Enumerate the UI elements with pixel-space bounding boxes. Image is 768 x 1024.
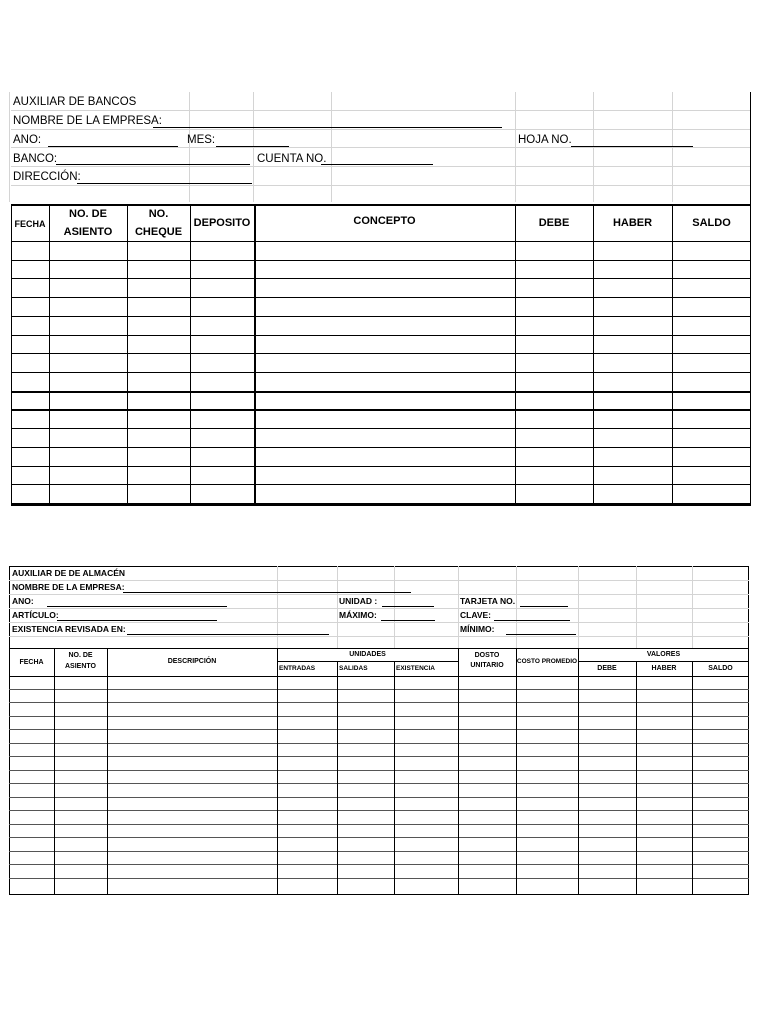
table-row-line: [9, 756, 749, 757]
header-asiento-1: NO. DE: [68, 652, 93, 659]
table-row-line: [9, 837, 749, 838]
form-top-border: [9, 566, 749, 567]
table-row-line: [9, 729, 749, 730]
table-bottom-border: [11, 503, 751, 506]
ano-field[interactable]: [48, 146, 178, 147]
grid-line: [9, 580, 749, 581]
header-cheque-1: NO.: [148, 208, 169, 220]
mes-label: MES:: [187, 134, 216, 146]
header-deposito: DEPOSITO: [193, 217, 251, 229]
header-cheque-2: CHEQUE: [134, 226, 183, 238]
maximo-label: MÁXIMO:: [339, 610, 377, 620]
header-costo-unitario-2: UNITARIO: [470, 662, 504, 669]
table-row-line: [11, 447, 751, 448]
table-col-line: [672, 204, 673, 504]
form-title: AUXILIAR DE BANCOS: [13, 96, 137, 108]
table-row-line: [11, 260, 751, 261]
table-col-line: [394, 661, 395, 895]
table-row-line: [9, 864, 749, 865]
bancos-form: [11, 92, 751, 506]
grid-line: [11, 110, 751, 111]
header-haber: HABER: [612, 217, 653, 229]
tarjeta-label: TARJETA NO.: [460, 596, 516, 606]
existencia-field[interactable]: [127, 634, 329, 635]
empresa-label: NOMBRE DE LA EMPRESA:: [12, 582, 125, 592]
header-unidades: UNIDADES: [349, 651, 386, 658]
hoja-field[interactable]: [571, 146, 693, 147]
table-row-line: [9, 851, 749, 852]
table-col-line: [337, 661, 338, 895]
header-saldo: SALDO: [692, 217, 731, 229]
empresa-field[interactable]: [123, 592, 411, 593]
articulo-label: ARTÍCULO:: [12, 610, 59, 620]
header-debe: DEBE: [597, 665, 617, 672]
table-row-line: [11, 278, 751, 279]
table-row-line: [11, 372, 751, 373]
clave-field[interactable]: [494, 620, 570, 621]
table-col-line: [458, 648, 459, 895]
grid-line: [11, 147, 751, 148]
table-row-line: [11, 466, 751, 467]
table-header-border: [9, 676, 749, 677]
table-col-line: [54, 648, 55, 895]
header-existencia: EXISTENCIA: [396, 665, 436, 672]
mes-field[interactable]: [216, 146, 289, 147]
table-row-line: [9, 716, 749, 717]
table-row-line: [9, 702, 749, 703]
table-col-line: [515, 204, 516, 504]
table-col-line: [692, 661, 693, 895]
articulo-field[interactable]: [57, 620, 217, 621]
table-row-line: [11, 335, 751, 336]
ano-field[interactable]: [47, 606, 227, 607]
table-col-line: [49, 204, 50, 504]
direccion-field[interactable]: [77, 183, 252, 184]
header-asiento-2: ASIENTO: [65, 663, 96, 670]
table-col-line: [127, 204, 128, 504]
unidades-divider: [277, 661, 458, 662]
table-row-line: [9, 810, 749, 811]
form-title: AUXILIAR DE DE ALMACÉN: [12, 568, 126, 578]
table-row-line: [9, 824, 749, 825]
table-top-border: [9, 648, 749, 649]
header-saldo: SALDO: [708, 665, 733, 672]
maximo-field[interactable]: [381, 620, 435, 621]
grid-line: [11, 129, 751, 130]
direccion-label: DIRECCIÓN:: [13, 171, 81, 183]
table-row-line: [11, 484, 751, 485]
header-concepto: CONCEPTO: [353, 215, 416, 227]
grid-line: [9, 92, 10, 202]
hoja-label: HOJA NO.: [518, 134, 572, 146]
header-valores: VALORES: [646, 651, 681, 658]
table-row-line: [11, 297, 751, 298]
tarjeta-field[interactable]: [520, 606, 568, 607]
header-haber: HABER: [651, 665, 677, 672]
ano-label: ANO:: [13, 134, 42, 146]
banco-label: BANCO:: [13, 153, 58, 165]
empresa-field[interactable]: [153, 127, 502, 128]
grid-line: [9, 636, 749, 637]
existencia-label: EXISTENCIA REVISADA EN:: [12, 624, 126, 634]
grid-line: [9, 622, 749, 623]
table-row-line: [9, 743, 749, 744]
empresa-label: NOMBRE DE LA EMPRESA:: [13, 115, 162, 127]
table-row-line: [11, 409, 751, 411]
valores-divider: [578, 661, 749, 662]
table-col-line: [11, 204, 12, 504]
table-header-border: [11, 241, 751, 242]
table-row-line: [9, 770, 749, 771]
minimo-label: MÍNIMO:: [460, 624, 495, 634]
table-col-line: [593, 204, 594, 504]
header-fecha: FECHA: [19, 659, 44, 666]
table-row-line: [9, 689, 749, 690]
table-col-line: [107, 648, 108, 895]
table-row-line: [11, 353, 751, 354]
banco-field[interactable]: [56, 164, 250, 165]
almacen-form: [9, 566, 749, 895]
header-descripcion: DESCRIPCIÓN: [167, 658, 217, 665]
form-left-border: [9, 566, 10, 895]
table-col-line: [190, 204, 191, 504]
table-col-line: [516, 648, 517, 895]
ano-label: ANO:: [12, 596, 34, 606]
header-asiento-2: ASIENTO: [63, 226, 113, 238]
right-border: [750, 92, 751, 506]
grid-line: [11, 166, 751, 167]
header-fecha: FECHA: [14, 219, 46, 229]
table-bottom-border: [9, 894, 749, 895]
header-costo-promedio: COSTO PROMEDIO: [516, 658, 578, 665]
table-row-line: [11, 428, 751, 429]
table-col-line: [636, 661, 637, 895]
table-row-line: [9, 797, 749, 798]
form-right-border: [748, 566, 749, 895]
header-debe: DEBE: [538, 217, 570, 229]
header-costo-unitario-1: DOSTO: [474, 652, 500, 659]
grid-line: [9, 594, 749, 595]
unidad-label: UNIDAD :: [339, 596, 378, 606]
header-entradas: ENTRADAS: [279, 665, 316, 672]
table-row-line: [11, 391, 751, 393]
table-col-line: [254, 204, 256, 504]
table-col-line: [277, 648, 278, 895]
grid-line: [9, 608, 749, 609]
table-row-line: [9, 783, 749, 784]
grid-line: [11, 185, 751, 186]
table-row-line: [9, 878, 749, 879]
cuenta-label: CUENTA NO.: [257, 153, 327, 165]
header-asiento-1: NO. DE: [69, 208, 107, 220]
table-col-line: [578, 648, 579, 895]
table-row-line: [11, 316, 751, 317]
minimo-field[interactable]: [506, 634, 576, 635]
clave-label: CLAVE:: [460, 610, 492, 620]
unidad-field[interactable]: [382, 606, 434, 607]
cuenta-field[interactable]: [321, 164, 433, 165]
header-salidas: SALIDAS: [339, 665, 368, 672]
